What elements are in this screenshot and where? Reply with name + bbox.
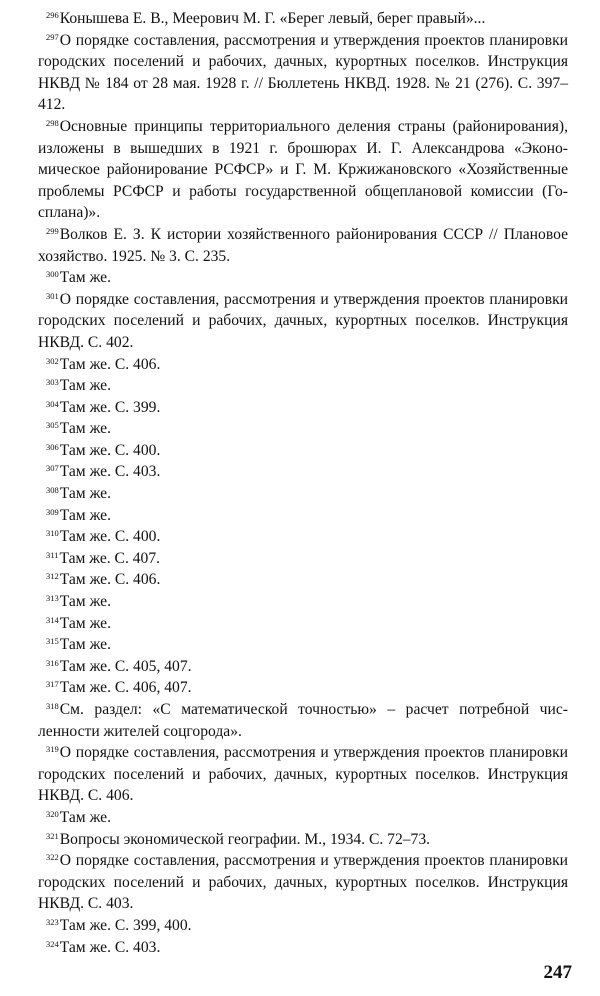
footnote-number: 317	[46, 679, 59, 690]
footnote-number: 318	[46, 701, 59, 711]
footnote	[38, 677, 568, 699]
footnote-number: 316	[46, 657, 59, 668]
footnote	[38, 418, 568, 440]
footnote-text: Там же. С. 403.	[59, 463, 161, 481]
footnote	[38, 461, 568, 483]
footnote-number: 309	[46, 506, 59, 517]
footnote-text: Там же.	[59, 269, 111, 287]
footnote-number: 323	[46, 916, 59, 927]
footnote-number: 301	[46, 290, 59, 301]
footnote-number: 299	[46, 225, 59, 236]
footnote-number: 320	[46, 808, 59, 819]
footnote-text: Там же. С. 399, 400.	[59, 916, 192, 934]
footnote-number: 308	[46, 485, 59, 496]
footnote-number: 305	[46, 420, 59, 431]
footnote-text: Вопросы экономической географии. М., 1934. С. 72–73.	[59, 830, 431, 848]
footnote-text: Там же. С. 399.	[59, 398, 161, 416]
footnote-number: 307	[46, 463, 59, 474]
footnote	[38, 224, 568, 267]
footnote-text: Волков Е. З. К истории хозяйственного районирования СССР // Плановое хозяйство. 1925. № 3. С. 235.	[38, 225, 568, 265]
footnote-number: 304	[46, 398, 59, 409]
footnote-text: Там же.	[59, 506, 111, 524]
footnote	[38, 289, 568, 354]
footnote-number: 319	[46, 744, 59, 755]
footnote-number: 306	[46, 441, 59, 452]
footnote	[38, 267, 568, 289]
footnote-text: Там же.	[59, 420, 111, 438]
footnote-text: Основные принципы территориального деления страны (районирования), изложены в вышедших в 1921 г. брошюрах И. Г. Александрова «Экономическое районирование РСФСР» и Г. М. Кржижановского «Хозяйственные проблемы РСФСР и работы государственной общеплановой комиссии (Госплана)».	[38, 117, 568, 222]
footnote	[38, 375, 568, 397]
footnote-text: О порядке составления, рассмотрения и утверждения проектов планировки городских поселений и рабочих, дачных, курортных поселков. Инструкция НКВД. С. 406.	[38, 744, 568, 805]
footnote	[38, 8, 568, 30]
footnote-text: Там же. С. 400.	[59, 441, 161, 459]
footnote-text: Там же. С. 406, 407.	[59, 679, 192, 697]
footnote-text: О порядке составления, рассмотрения и утверждения проектов планировки городских поселений и рабочих, дачных, курортных поселков. Инструкция НКВД. С. 402.	[38, 290, 568, 351]
footnote-number: 302	[46, 355, 59, 366]
footnote	[38, 548, 568, 570]
footnote-text: Там же. С. 406.	[59, 571, 161, 589]
footnote-text: Там же.	[59, 593, 111, 611]
footnote	[38, 483, 568, 505]
footnote-text: Там же.	[59, 377, 111, 395]
footnote-number: 322	[46, 852, 59, 863]
footnote-text: О порядке составления, рассмотрения и утверждения проектов планировки городских поселений и рабочих, дачных, курортных поселков. Инструкция НКВД. С. 403.	[38, 852, 568, 913]
footnotes-block	[38, 8, 568, 958]
footnote	[38, 634, 568, 656]
footnote-number: 300	[46, 269, 59, 280]
footnote-text: Там же. С. 407.	[59, 549, 161, 567]
footnote	[38, 591, 568, 613]
footnote-text: Там же. С. 406.	[59, 355, 161, 373]
footnote	[38, 656, 568, 678]
footnote-text: Там же.	[59, 485, 111, 503]
footnote-number: 321	[46, 830, 59, 841]
footnote-number: 311	[46, 549, 59, 560]
footnote-number: 298	[46, 117, 59, 128]
footnote-text: Там же.	[59, 614, 111, 632]
footnote-number: 324	[46, 938, 59, 949]
footnote-number: 310	[46, 528, 59, 539]
footnote	[38, 526, 568, 548]
footnote	[38, 397, 568, 419]
footnote-number: 313	[46, 593, 59, 604]
footnote	[38, 30, 568, 116]
footnote	[38, 354, 568, 376]
footnote	[38, 440, 568, 462]
footnote	[38, 569, 568, 591]
footnote-number: 297	[46, 31, 59, 42]
footnote-text: Там же.	[59, 636, 111, 654]
footnote-number: 314	[46, 614, 59, 625]
footnote	[38, 505, 568, 527]
footnote-number: 315	[46, 636, 59, 647]
footnote	[38, 807, 568, 829]
page-number: 247	[543, 962, 572, 983]
footnote	[38, 850, 568, 915]
footnote-text: Конышева Е. В., Меерович М. Г. «Берег левый, берег правый»...	[59, 10, 486, 27]
footnote	[38, 937, 568, 959]
footnote-number: 312	[46, 571, 59, 582]
footnote-number: 296	[46, 10, 59, 20]
footnote-text: О порядке составления, рассмотрения и утверждения проектов планировки городских поселений и рабочих, дачных, курортных поселков. Инструкция НКВД № 184 от 28 мая. 1928 г. // Бюллетень НКВД. 1928. № 21 (276). С. 397–412.	[38, 31, 568, 114]
footnote	[38, 742, 568, 807]
footnote	[38, 829, 568, 851]
footnote-number: 303	[46, 377, 59, 388]
footnote	[38, 699, 568, 742]
footnote-text: Там же. С. 405, 407.	[59, 657, 192, 675]
footnote	[38, 116, 568, 224]
footnote-text: Там же. С. 403.	[59, 938, 161, 956]
footnote-text: См. раздел: «С математической точностью» – расчет потребной численности жителей соцгорода».	[38, 701, 568, 740]
footnote	[38, 613, 568, 635]
footnote	[38, 915, 568, 937]
footnote-text: Там же.	[59, 808, 111, 826]
footnote-text: Там же. С. 400.	[59, 528, 161, 546]
